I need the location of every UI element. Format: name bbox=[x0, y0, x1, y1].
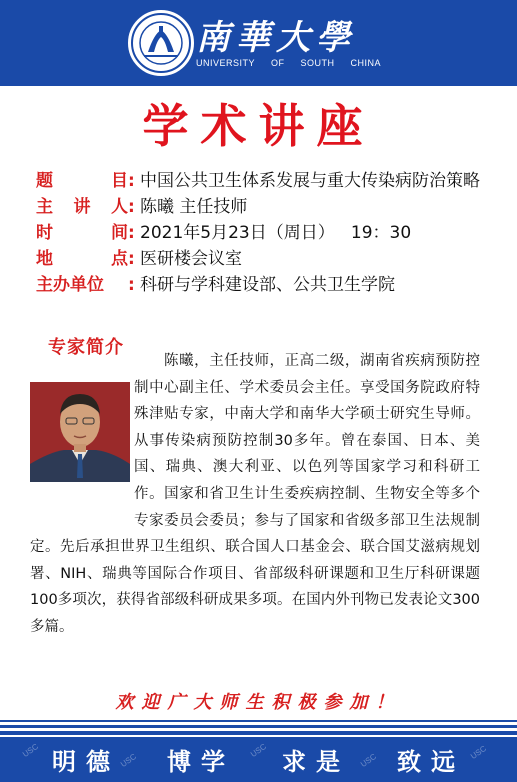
info-value: 医研楼会议室 bbox=[140, 249, 242, 269]
university-name-chinese: 南華大學 bbox=[196, 18, 356, 58]
header-banner bbox=[0, 0, 517, 86]
info-value: 2021年5月23日（周日） 19：30 bbox=[140, 223, 412, 243]
info-label: 题 目 bbox=[36, 171, 128, 191]
university-name-english bbox=[196, 58, 382, 68]
watermark-text: USC bbox=[468, 743, 488, 762]
info-row-speaker: 主 讲 人 : 陈曦 主任技师 bbox=[36, 194, 506, 220]
poster-title: 学术讲座 bbox=[142, 99, 375, 153]
watermark-text: USC bbox=[20, 741, 40, 760]
info-row-topic: 题 目 : 中国公共卫生体系发展与重大传染病防治策略 bbox=[36, 168, 506, 194]
university-name-word: UNIVERSITY bbox=[196, 58, 256, 68]
info-label: 主办单位 bbox=[36, 275, 104, 295]
expert-bio-text: 陈曦，主任技师，正高二级，湖南省疾病预防控制中心副主任、学术委员会主任。享受国务院政府特殊津贴专家，中南大学和南华大学硕士研究生导师。从事传染病预防控制30多年。曾在泰国、日本、美国、瑞典、澳大利亚、以色列等国家学习和科研工作。国家和省卫生计生委疾病控制、生物安全等多个专家委员会委员；参与了国家和省级多部卫生法规制定。先后承担世界卫生组织、联合国人口基金会、联合国艾滋病规划署、NIH、瑞典等国际合作项目、省部级科研课题和卫生厅科研课题100多项次，获得省部级科研成果多项。在国内外刊物已发表论文300多篇。 bbox=[30, 353, 480, 635]
motto-word: 求是 bbox=[282, 748, 350, 776]
info-label: 时 间 bbox=[36, 223, 128, 243]
info-label: 地 点 bbox=[36, 249, 128, 269]
motto-word: 博学 bbox=[167, 748, 235, 776]
university-motto bbox=[0, 741, 517, 780]
watermark-text: USC bbox=[358, 751, 378, 770]
motto-word: 致远 bbox=[397, 748, 465, 776]
expert-intro-heading: 专家简介 bbox=[48, 337, 124, 358]
university-logo bbox=[128, 10, 194, 76]
motto-word: 明德 bbox=[52, 748, 120, 776]
watermark-text: USC bbox=[248, 741, 268, 760]
speaker-photo bbox=[30, 382, 130, 482]
decorative-stripes bbox=[0, 718, 517, 742]
university-name-word: OF bbox=[271, 58, 285, 68]
info-value: 科研与学科建设部、公共卫生学院 bbox=[140, 275, 395, 295]
info-value: 中国公共卫生体系发展与重大传染病防治策略 bbox=[140, 171, 480, 191]
welcome-message: 欢迎广大师生积极参加！ bbox=[115, 692, 402, 713]
info-row-time: 时 间 : 2021年5月23日（周日） 19：30 bbox=[36, 220, 506, 246]
university-name-word: SOUTH bbox=[300, 58, 335, 68]
university-name-word: CHINA bbox=[350, 58, 382, 68]
watermark-text: USC bbox=[118, 751, 138, 770]
info-label: 主 讲 人 bbox=[36, 197, 128, 217]
lecture-info bbox=[36, 168, 506, 298]
info-row-location: 地 点 : 医研楼会议室 bbox=[36, 246, 506, 272]
info-row-organizer: 主办单位 : 科研与学科建设部、公共卫生学院 bbox=[36, 272, 506, 298]
info-value: 陈曦 主任技师 bbox=[140, 197, 248, 217]
